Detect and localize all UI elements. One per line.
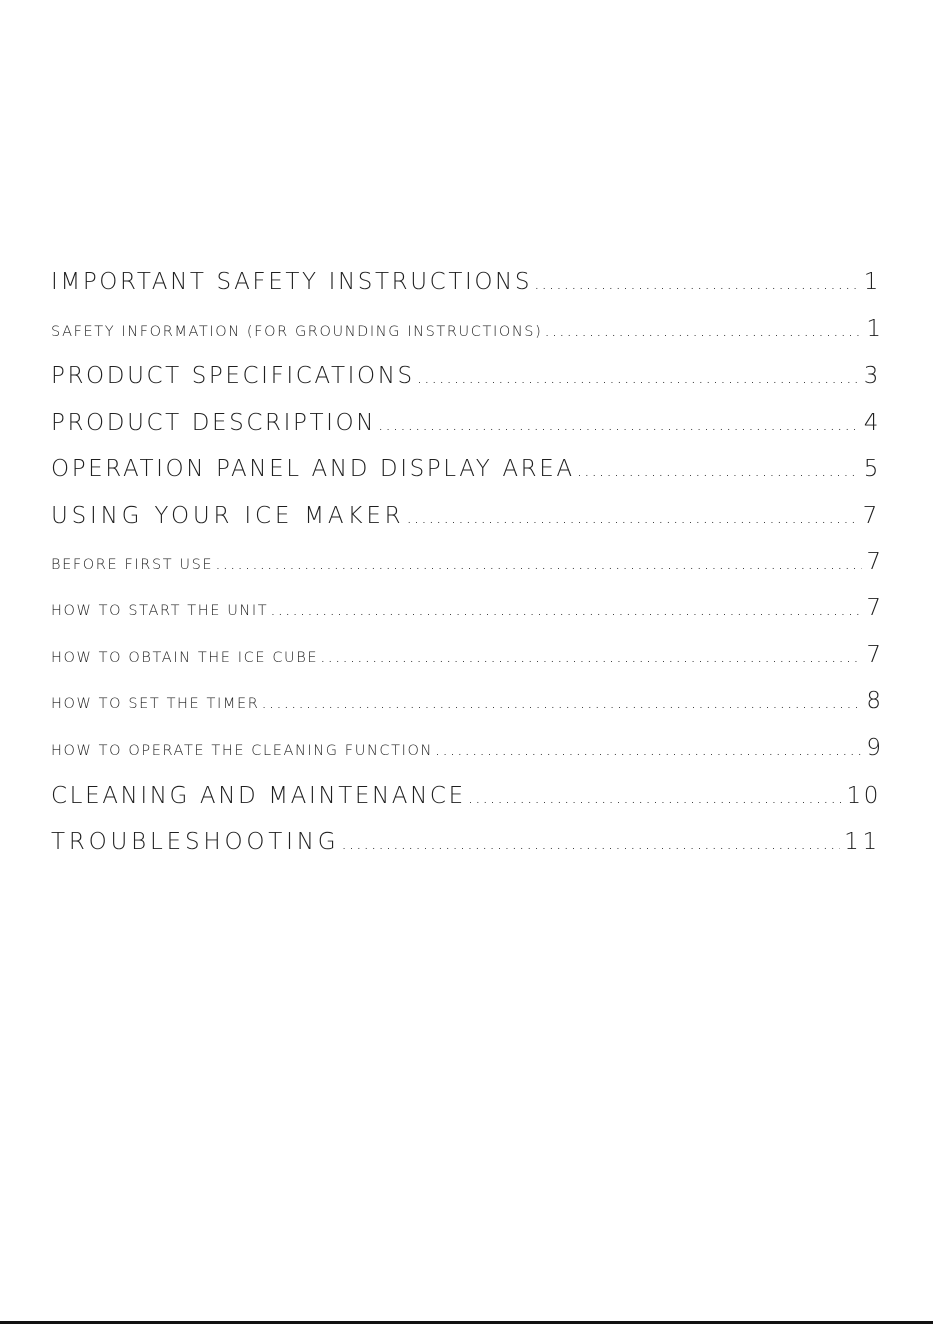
toc-entry-label: HOW TO OBTAIN THE ICE CUBE — [51, 650, 319, 666]
toc-entry-safety-information[interactable] — [51, 314, 881, 344]
toc-entry-operation-panel[interactable] — [51, 452, 881, 486]
toc-entry-page: 4 — [863, 410, 881, 436]
toc-entry-page: 7 — [866, 642, 881, 668]
toc-entry-label: PRODUCT DESCRIPTION — [51, 410, 376, 436]
toc-entry-how-to-set-timer[interactable] — [51, 686, 881, 716]
toc-entry-page: 11 — [844, 829, 881, 855]
toc-entry-label: IMPORTANT SAFETY INSTRUCTIONS — [51, 269, 533, 295]
dot-leader — [378, 408, 860, 440]
toc-entry-how-to-obtain-ice[interactable] — [51, 640, 881, 670]
toc-entry-how-to-start[interactable] — [51, 593, 881, 623]
toc-entry-page: 1 — [863, 269, 881, 295]
toc-entry-label: OPERATION PANEL AND DISPLAY AREA — [51, 456, 575, 482]
toc-entry-page: 7 — [862, 503, 881, 529]
dot-leader — [544, 316, 862, 344]
dot-leader — [270, 595, 862, 623]
toc-entry-label: HOW TO START THE UNIT — [51, 603, 269, 619]
toc-entry-page: 1 — [866, 316, 881, 342]
toc-entry-label: PRODUCT SPECIFICATIONS — [51, 363, 415, 389]
toc-entry-product-description[interactable] — [51, 406, 881, 440]
dot-leader — [341, 827, 840, 859]
toc-entry-page: 8 — [866, 688, 881, 714]
toc-entry-page: 10 — [846, 783, 881, 809]
toc-entry-important-safety-instructions[interactable] — [51, 265, 881, 299]
toc-entry-page: 7 — [866, 549, 881, 575]
toc-entry-page: 7 — [866, 595, 881, 621]
toc-entry-label: TROUBLESHOOTING — [51, 829, 340, 855]
toc-entry-page: 3 — [863, 363, 881, 389]
toc-entry-using-your-ice-maker[interactable] — [51, 499, 881, 533]
dot-leader — [406, 501, 858, 533]
dot-leader — [215, 549, 862, 577]
dot-leader — [320, 642, 862, 670]
toc-entry-label: BEFORE FIRST USE — [51, 557, 214, 573]
toc-entry-label: CLEANING AND MAINTENANCE — [51, 783, 466, 809]
toc-entry-troubleshooting[interactable] — [51, 825, 881, 859]
toc-entry-label: HOW TO SET THE TIMER — [51, 696, 260, 712]
dot-leader — [534, 267, 860, 299]
toc-entry-page: 5 — [863, 456, 881, 482]
dot-leader — [261, 688, 862, 716]
dot-leader — [417, 361, 860, 393]
dot-leader — [577, 454, 860, 486]
toc-entry-before-first-use[interactable] — [51, 547, 881, 577]
dot-leader — [435, 735, 862, 763]
toc-entry-label: HOW TO OPERATE THE CLEANING FUNCTION — [51, 743, 433, 759]
toc-entry-label: SAFETY INFORMATION (FOR GROUNDING INSTRUCTIONS) — [51, 324, 543, 340]
toc-entry-label: USING YOUR ICE MAKER — [51, 503, 405, 529]
toc-entry-cleaning-function[interactable] — [51, 733, 881, 763]
toc-entry-product-specifications[interactable] — [51, 359, 881, 393]
toc-entry-cleaning-and-maintenance[interactable] — [51, 779, 881, 813]
toc-entry-page: 9 — [866, 735, 881, 761]
dot-leader — [468, 781, 843, 813]
